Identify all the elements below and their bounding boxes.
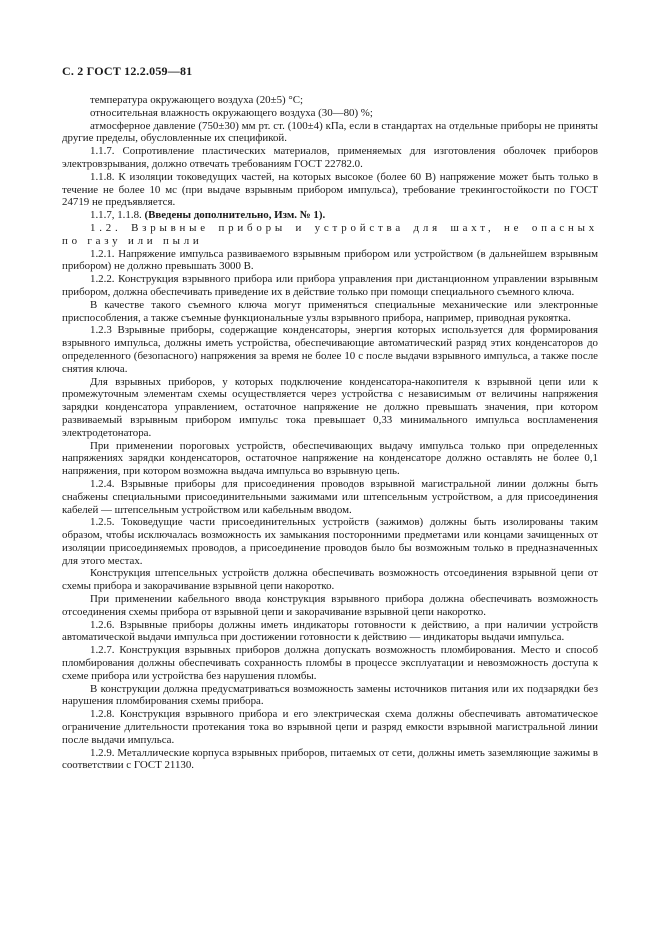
amendment-note [62, 209, 598, 222]
page-header: С. 2 ГОСТ 12.2.059—81 [62, 64, 193, 78]
paragraph: 1.1.7. Сопротивление пластических материалов, применяемых для изготовления оболочек приборов электровзрывания, должно отвечать требованиям ГОСТ 22782.0. [62, 145, 598, 170]
paragraph: 1.2.3 Взрывные приборы, содержащие конденсаторы, энергия которых используется для формирования взрывного импульса, должны иметь устройства, обеспечивающие автоматический разряд этих конденсаторов до определенного (безопасного) напряжения за время не более 10 с после выдачи взрывного импульса, а также после снятия ключа. [62, 324, 598, 375]
paragraph: 1.2.1. Напряжение импульса развиваемого взрывным прибором или устройством (в дальнейшем взрывным прибором) не должно превышать 3000 В. [62, 247, 598, 273]
paragraph: В качестве такого съемного ключа могут применяться специальные механические или электронные приспособления, а также съемные функциональные узлы взрывного прибора, например, приводная рукоятка. [62, 298, 598, 324]
paragraph: 1.2.4. Взрывные приборы для присоединения проводов взрывной магистральной линии должны быть снабжены специальными присоединительными зажимами или штепсельным устройством, а для присоединения кабелей — штепсельным устройством или кабельным вводом. [62, 477, 598, 516]
amendment-label: (Введены дополнительно, Изм. № 1). [144, 209, 326, 222]
paragraph: 1.2.8. Конструкция взрывного прибора и его электрическая схема должны обеспечивать автоматическое ограничение длительности протекания тока во взрывной цепи и разряд емкости взрывной магистральной линии после выдачи импульса. [62, 708, 598, 746]
paragraph: 1.2.5. Токоведущие части присоединительных устройств (зажимов) должны быть изолированы таким образом, чтобы исключалась возможность их замыкания посторонними предметами или концами зачищенных от изоляции присоединяемых проводов, а присоединение проводов было бы возможным только в предназначенных для этого местах. [62, 516, 598, 567]
paragraph: 1.2.6. Взрывные приборы должны иметь индикаторы готовности к действию, а при наличии устройств автоматической выдачи импульса при достижении готовности к действию — индикаторы выдачи импульса. [62, 618, 598, 644]
paragraph: Конструкция штепсельных устройств должна обеспечивать возможность отсоединения взрывной цепи от схемы прибора и закорачивание взрывной цепи накоротко. [62, 567, 598, 593]
paragraph: При применении кабельного ввода конструкция взрывного прибора должна обеспечивать возможность отсоединения схемы прибора от взрывной цепи и закорачивание взрывной цепи накоротко. [62, 593, 598, 618]
paragraph: 1.2.2. Конструкция взрывного прибора или прибора управления при дистанционном управлении взрывным прибором, должна обеспечивать приведение их в действие только при помощи специального съемного ключа. [62, 273, 598, 298]
paragraph: температура окружающего воздуха (20±5) °С; [90, 94, 304, 106]
paragraph: 1.2.9. Металлические корпуса взрывных приборов, питаемых от сети, должны иметь заземляющие зажимы в соответствии с ГОСТ 21130. [62, 746, 598, 772]
paragraph: При применении пороговых устройств, обеспечивающих выдачу импульса только при определенных напряжениях зарядки конденсаторов, остаточное напряжение на конденсаторе должно оставлять не более 0,1 напряжения, при котором возможна выдача импульса во взрывную цепь. [62, 439, 598, 478]
paragraph: атмосферное давление (750±30) мм рт. ст. (100±4) кПа, если в стандартах на отдельные приборы не приняты другие пределы, обусловленные их спецификой. [62, 119, 598, 145]
paragraph: относительная влажность окружающего воздуха (30—80) %; [90, 106, 373, 119]
section-heading: 1.2. Взрывные приборы и устройства для шахт, не опасных по газу или пыли [62, 221, 598, 247]
document-body [62, 94, 598, 772]
paragraph: Для взрывных приборов, у которых подключение конденсатора-накопителя к взрывной цепи или к промежуточным элементам схемы осуществляется через устройства с независимым от величины напряжения зарядки конденсатора управлением, остаточное напряжение не должно превышать значения, при котором развиваемый взрывным прибором импульс тока превышает 0,33 минимального импульса воспламенения электродетонатора. [62, 375, 598, 439]
paragraph: В конструкции должна предусматриваться возможность замены источников питания или их подзарядки без нарушения пломбирования схемы прибора. [62, 682, 598, 708]
amendment-clauses: 1.1.7, 1.1.8. [90, 209, 142, 222]
paragraph: 1.2.7. Конструкция взрывных приборов должна допускать возможность пломбирования. Место и способ пломбирования должны обеспечивать сохранность пломбы в процессе эксплуатации и невозможность доступа к схеме прибора или устройства без нарушения пломбы. [62, 644, 598, 682]
paragraph: 1.1.8. К изоляции токоведущих частей, на которых высокое (более 60 В) напряжение может быть только в течение не более 10 мс (при выдаче взрывным прибором импульса), требование трекингостойкости по ГОСТ 24719 не предъявляется. [62, 170, 598, 209]
